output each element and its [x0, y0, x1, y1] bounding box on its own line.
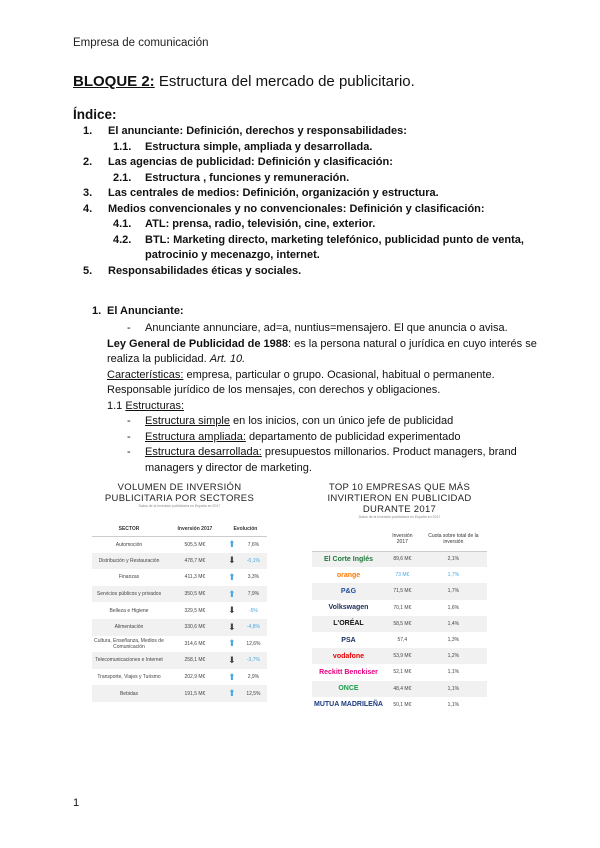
responsibility-line: Responsable jurídico de los mensajes, con derechos y obligaciones. — [107, 384, 441, 396]
arrow-down-icon: ⬇ — [228, 605, 236, 616]
share-value: 1,3% — [447, 637, 460, 644]
evolution-value: 12,5% — [246, 690, 261, 697]
section-title: El Anunciante: — [107, 305, 184, 317]
brand-logo: Reckitt Benckiser — [319, 668, 378, 676]
companies-table — [312, 527, 487, 713]
brand-logo: ONCE — [338, 685, 359, 693]
toc-text: BTL: Marketing directo, marketing telefónico, publicidad punto de venta, patrocinio y mecenazgo, internet. — [145, 233, 524, 261]
arrow-up-icon: ⬆ — [228, 571, 236, 582]
brand-logo: vodafone — [332, 652, 365, 660]
index-heading: Índice: — [73, 107, 117, 122]
table-row — [92, 536, 267, 553]
table-row — [92, 602, 267, 619]
table-row — [312, 664, 487, 680]
toc-text: Responsabilidades éticas y sociales. — [108, 264, 302, 277]
investment-value: 73 M€ — [395, 572, 410, 579]
evolution-value: 2,9% — [247, 674, 260, 681]
investment-value: 53,9 M€ — [393, 653, 412, 660]
sector-table — [92, 522, 267, 702]
sector-name: Telecomunicaciones e Internet — [95, 657, 163, 664]
toc-item — [73, 264, 543, 280]
title-label: BLOQUE 2: — [73, 73, 155, 90]
arrow-up-icon: ⬆ — [228, 588, 236, 599]
table-header: Inversión 2017 — [177, 525, 213, 532]
table-row — [312, 697, 487, 713]
evolution-value: 12,6% — [246, 640, 261, 647]
arrow-up-icon: ⬆ — [228, 671, 236, 682]
list-item: - Estructura simple en los inicios, con un único jefe de publicidad — [127, 415, 454, 427]
toc-text: Estructura simple, ampliada y desarrollada. — [145, 140, 373, 153]
table-header: SECTOR — [118, 525, 140, 532]
investment-value: 329,5 M€ — [184, 607, 206, 614]
table-row — [92, 619, 267, 636]
toc-text: El anunciante: Definición, derechos y responsabilidades: — [108, 125, 407, 137]
toc-item — [73, 155, 543, 171]
investment-value: 52,1 M€ — [393, 669, 412, 676]
share-value: 1,1% — [447, 701, 460, 708]
investment-value: 505,5 M€ — [184, 541, 206, 548]
table-row — [92, 685, 267, 702]
table-row — [92, 669, 267, 686]
evolution-value: 7,9% — [247, 591, 260, 598]
list-item: - Estructura ampliada: departamento de publicidad experimentado — [127, 430, 461, 443]
brand-logo: L'ORÉAL — [333, 620, 364, 628]
table-row — [312, 551, 487, 567]
title-text: Estructura del mercado de publicitario. — [154, 73, 415, 90]
share-value: 1,2% — [447, 653, 460, 660]
table-row — [312, 600, 487, 616]
investment-value: 58,5 M€ — [393, 620, 412, 627]
arrow-down-icon: ⬇ — [228, 621, 236, 632]
section-body — [107, 321, 537, 476]
toc-number: 3. — [83, 187, 93, 199]
investment-value: 71,5 M€ — [393, 588, 412, 595]
arrow-up-icon: ⬆ — [228, 539, 236, 550]
sector-name: Automoción — [115, 541, 143, 548]
investment-value: 48,4 M€ — [393, 685, 412, 692]
table-of-contents — [73, 124, 543, 279]
share-value: 1,1% — [447, 669, 460, 676]
share-value: 1,4% — [447, 620, 460, 627]
toc-number: 4.2. — [113, 233, 132, 246]
section-number: 1. — [92, 305, 102, 317]
toc-item — [73, 124, 543, 140]
toc-number: 1. — [83, 125, 93, 137]
table-row — [312, 632, 487, 648]
toc-text: ATL: prensa, radio, televisión, cine, exterior. — [145, 218, 376, 230]
evolution-value: 3,3% — [247, 574, 260, 581]
sector-name: Alimentación — [114, 624, 144, 631]
sector-name: Cultura, Enseñanza, Medios de Comunicación — [94, 637, 164, 650]
arrow-down-icon: ⬇ — [228, 555, 236, 566]
toc-item — [73, 171, 543, 187]
page-number: 1 — [73, 797, 80, 809]
law-paragraph: Ley General de Publicidad de 1988: es la persona natural o jurídica en cuyo interés se realiza la publicidad. Art. 10. — [107, 337, 537, 365]
section-heading — [92, 305, 184, 317]
sector-name: Distribución y Restauración — [98, 557, 160, 564]
sector-name: Servicios públicos y privados — [96, 591, 162, 598]
share-value: 1,7% — [447, 588, 460, 595]
investment-value: 57,4 — [397, 637, 408, 644]
table-header: Cuota sobre total de la inversión — [428, 532, 479, 545]
page-title — [73, 73, 415, 90]
investment-value: 191,5 M€ — [184, 690, 206, 697]
table-header — [312, 527, 385, 551]
list-item: - Estructura desarrollada: presupuestos millonarios. Product managers, brand managers y director de marketing. — [127, 446, 517, 474]
brand-logo: Volkswagen — [328, 604, 369, 612]
structures-heading: 1.1 Estructuras: — [107, 399, 185, 412]
toc-number: 1.1. — [113, 140, 132, 153]
sector-name: Transporte, Viajes y Turismo — [97, 674, 161, 681]
brand-logo: P&G — [340, 587, 357, 595]
toc-item — [73, 202, 543, 218]
table-header: Evolución — [233, 525, 258, 532]
investment-value: 350,5 M€ — [184, 591, 206, 598]
arrow-down-icon: ⬇ — [228, 654, 236, 665]
table-row — [312, 583, 487, 599]
toc-item — [73, 217, 543, 233]
toc-number: 2.1. — [113, 171, 132, 184]
table-row — [312, 681, 487, 697]
investment-value: 411,3 M€ — [184, 574, 206, 581]
investment-value: 89,6 M€ — [393, 556, 412, 563]
toc-number: 2. — [83, 156, 93, 168]
toc-text: Las agencias de publicidad: Definición y clasificación: — [108, 156, 393, 168]
investment-value: 314,6 M€ — [184, 640, 206, 647]
table-row — [312, 616, 487, 632]
share-value: 1,6% — [447, 604, 460, 611]
brand-logo: PSA — [341, 636, 356, 644]
table-row — [92, 553, 267, 570]
investment-value: 330,6 M€ — [184, 624, 206, 631]
toc-number: 5. — [83, 264, 93, 277]
sector-name: Bebidas — [119, 690, 139, 697]
investment-value: 478,7 M€ — [184, 557, 206, 564]
arrow-up-icon: ⬆ — [228, 688, 236, 699]
toc-item — [73, 233, 543, 264]
evolution-value: -5% — [248, 607, 258, 614]
sector-investment-infographic: VOLUMEN DE INVERSIÓN PUBLICITARIA POR SECTORES Datos de la inversión publicitaria en España en 2017 SECTOR Inversión 2017 Evolución Automoción 505,5 M€ ⬆ 7,6% Distribución y Restauración 478,7 M€ ⬇ -0,1% Finanzas 411,3 M€ ⬆ 3,3% Servicios públicos y privados 350,5 M€ ⬆ 7,9% Belleza e Higiene 329,5 M€ ⬇ -5% Alimentación 330,6 M€ ⬇ -4,8% Cultura, Enseñanza, Medios de Comunicación 314,6 M€ ⬆ 12,6% Telecomunicaciones e Internet 258,1 M€ ⬇ -3,7% Transporte, Viajes y Turismo 202,9 M€ ⬆ 2,9% Bebidas 191,5 M€ ⬆ 12,5% — [92, 482, 267, 702]
top-companies-infographic: TOP 10 EMPRESAS QUE MÁS INVIRTIERON EN PUBLICIDAD DURANTE 2017 Datos de la inversión publicitaria en España en 2017 Inversión 2017 Cuota sobre total de la inversión El Corte Inglés 89,6 M€ 2,1% orange 73 M€ 1,7% P&G 71,5 M€ 1,7% Volkswagen 70,1 M€ 1,6% L'ORÉAL 58,5 M€ 1,4% PSA 57,4 1,3% vodafone 53,9 M€ 1,2% Reckitt Benckiser 52,1 M€ 1,1% ONCE 48,4 M€ 1,1% MUTUA MADRILEÑA 50,1 M€ 1,1% — [312, 482, 487, 713]
investment-value: 202,9 M€ — [184, 674, 206, 681]
page-header: Empresa de comunicación — [73, 37, 209, 49]
evolution-value: 7,6% — [247, 541, 260, 548]
sector-name: Finanzas — [118, 574, 140, 581]
investment-value: 50,1 M€ — [393, 701, 412, 708]
toc-item — [73, 140, 543, 156]
sector-name: Belleza e Higiene — [109, 607, 149, 614]
brand-logo: orange — [336, 571, 361, 579]
share-value: 2,1% — [447, 556, 460, 563]
table-row — [92, 569, 267, 586]
brand-logo: El Corte Inglés — [323, 555, 373, 563]
arrow-up-icon: ⬆ — [228, 638, 236, 649]
share-value: 1,1% — [447, 685, 460, 692]
table-row — [92, 586, 267, 603]
characteristics: Características: empresa, particular o grupo. Ocasional, habitual o permanente. — [107, 368, 495, 381]
toc-text: Medios convencionales y no convencionales: Definición y clasificación: — [108, 202, 485, 215]
brand-logo: MUTUA MADRILEÑA — [314, 701, 383, 709]
table-row — [92, 652, 267, 669]
list-item: - Anunciante annunciare, ad=a, nuntius=mensajero. El que anuncia o avisa. — [127, 322, 508, 334]
toc-item — [73, 186, 543, 202]
toc-number: 4. — [83, 202, 93, 215]
evolution-value: -0,1% — [246, 557, 260, 564]
table-row — [92, 636, 267, 653]
share-value: 1,7% — [447, 572, 460, 579]
toc-text: Las centrales de medios: Definición, organización y estructura. — [108, 187, 439, 199]
toc-number: 4.1. — [113, 218, 132, 230]
investment-value: 258,1 M€ — [184, 657, 206, 664]
table-row — [312, 648, 487, 664]
investment-value: 70,1 M€ — [393, 604, 412, 611]
evolution-value: -4,8% — [246, 624, 260, 631]
toc-text: Estructura , funciones y remuneración. — [145, 171, 350, 184]
table-row — [312, 567, 487, 583]
evolution-value: -3,7% — [246, 657, 260, 664]
table-header: Inversión 2017 — [392, 532, 413, 545]
